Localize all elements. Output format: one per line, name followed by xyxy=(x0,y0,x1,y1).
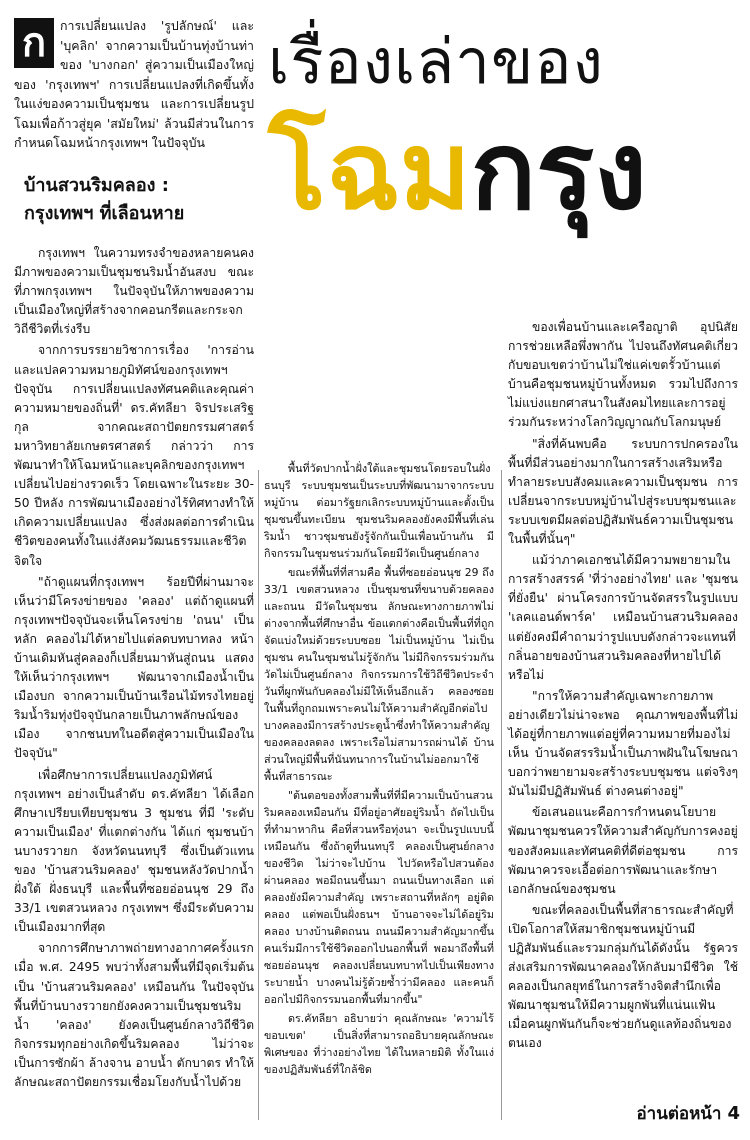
article-title-line-2 xyxy=(268,109,738,234)
body-paragraph: แม้ว่าภาคเอกชนได้มีความพยายามในการสร้างสรรค์ 'ที่ว่างอย่างไทย' และ 'ชุมชนที่ยั่งยืน' ผ่านโครงการบ้านจัดสรรในรูปแบบ 'เลคแอนด์พาร์ค' เหมือนบ้านสวนริมคลอง แต่ยังคงมีคำถามว่ารูปแบบดังกล่าวจะแทนที่กลิ่นอายของบ้านสวนริมคลองที่หายไปได้หรือไม่ xyxy=(508,553,738,682)
body-paragraph: "ต้นตอของทั้งสามพื้นที่ที่มีความเป็นบ้านสวนริมคลองเหมือนกัน มีที่อยู่อาศัยอยู่ริมน้ำ ถัดไปเป็นที่ทำมาหากิน คือที่สวนหรือทุ่งนา จะเป็นรูปแบบนี้เหมือนกัน ซึ่งถ้าดูที่นนทบุรี คลองเป็นศูนย์กลางของชีวิต ไม่ว่าจะไปบ้าน ไปวัดหรือไปสวนต้องผ่านคลอง พอมีถนนขึ้นมา ถนนเป็นทางเลือก แต่คลองยังมีความสำคัญ เพราะสถานที่หลักๆ อยู่ติดคลอง แต่พอเป็นฝั่งธนฯ บ้านอาจจะไม่ได้อยู่ริมคลอง บางบ้านติดถนน ถนนมีความสำคัญมากขึ้น คนเริ่มมีการใช้ชีวิตออกไปนอกพื้นที่ พอมาถึงพื้นที่ซอยอ่อนนุช คลองเปลี่ยนบทบาทไปเป็นเพียงทางระบายน้ำ บางคนไม่รู้ด้วยซ้ำว่ามีคลอง และคนก็ออกไปมีกิจกรรมนอกพื้นที่มากขึ้น" xyxy=(264,789,494,1006)
intro-text: การเปลี่ยนแปลง 'รูปลักษณ์' และ 'บุคลิก' จากความเป็นบ้านทุ่งบ้านท่าของ 'บางกอก' สู่ความเป็นเมืองใหญ่ของ 'กรุงเทพฯ' การเปลี่ยนแปลงที่เกิดขึ้นทั้งในแง่ของความเป็นชุมชน และการเปลี่ยนรูปโฉมเพื่อก้าวสู่ยุค 'สมัยใหม่' ล้วนมีส่วนในการกำหนดโฉมหน้ากรุงเทพฯ ในปัจจุบัน xyxy=(14,18,254,150)
continue-label: อ่านต่อหน้า xyxy=(636,1104,722,1124)
body-column-2 xyxy=(264,460,494,1080)
body-paragraph: จากการบรรยายวิชาการเรื่อง 'การอ่านและแปลความหมายภูมิทัศน์ของกรุงเทพฯ ปัจจุบัน การเปลี่ยนแปลงทัศนคติและคุณค่าความหมายของถิ่นที่' ดร.คัทลียา จิรประเสริฐกุล จากคณะสถาปัตยกรรมศาสตร์ มหาวิทยาลัยเกษตรศาสตร์ กล่าวว่า การพัฒนาทำให้โฉมหน้าและบุคลิกของกรุงเทพฯ เปลี่ยนไปอย่างรวดเร็ว โดยเฉพาะในระยะ 30-50 ปีหลัง การพัฒนาเมืองอย่างไร้ทิศทางทำให้เกิดความเปลี่ยนแปลง ซึ่งส่งผลต่อการดำเนินชีวิตของคนทั้งในแง่สังคมวัฒนธรรมและชีวิตจิตใจ xyxy=(14,343,254,568)
body-paragraph: ของเพื่อนบ้านและเครือญาติ อุปนิสัยการช่วยเหลือพึ่งพากัน ไปจนถึงทัศนคติเกี่ยวกับขอบเขตว่าบ้านไม่ใช่แค่เขตรั้วบ้านแต่บ้านคือชุมชนหมู่บ้านทั้งหมด รวมไปถึงการไม่แบ่งแยกศาสนาในสังคมไทยและการอยู่ร่วมกันระหว่างโลกวิญญาณกับโลกมนุษย์ xyxy=(508,320,738,430)
body-paragraph: กรุงเทพฯ ในความทรงจำของหลายคนคงมีภาพของความเป็นชุมชนริมน้ำอันสงบ ขณะที่ภาพกรุงเทพฯ ในปัจจุบันให้ภาพของความเป็นเมืองใหญ่ที่สร้างจากคอนกรีตและกระจกวิถีชีวิตที่เร่งรีบ xyxy=(14,246,254,337)
body-paragraph: "การให้ความสำคัญเฉพาะกายภาพอย่างเดียวไม่น่าจะพอ คุณภาพของพื้นที่ไม่ได้อยู่ที่กายภาพแต่อยู่ที่ความหมายที่มองไม่เห็น บ้านจัดสรรริมน้ำเป็นภาพฝันในโฆษณา บอกว่าพยายามจะสร้างระบบชุมชน แต่จริงๆ มันไม่มีปฏิสัมพันธ์ ต่างคนต่างอยู่" xyxy=(508,688,738,799)
body-paragraph: ข้อเสนอแนะคือการกำหนดนโยบายพัฒนาชุมชนควรให้ความสำคัญกับการคงอยู่ของสังคมและทัศนคติที่ดีต่อชุมชน การพัฒนาควรจะเอื้อต่อการพัฒนาและรักษาเอกลักษณ์ของชุมชน xyxy=(508,805,738,896)
body-column-3 xyxy=(508,318,738,1056)
title-dark-word: กรุง xyxy=(470,109,647,234)
column-divider xyxy=(501,470,502,1120)
body-paragraph: ขณะที่พื้นที่ที่สามคือ พื้นที่ซอยอ่อนนุช 29 ถึง 33/1 เขตสวนหลวง เป็นชุมชนที่ขนาบด้วยคลองและถนน มีวัดในชุมชน ลักษณะทางกายภาพไม่ต่างจากพื้นที่ศึกษาอื่น ข้อแตกต่างคือเป็นพื้นที่ที่ถูกจัดแบ่งใหม่ด้วยระบบซอย ไม่เป็นหมู่บ้าน ไม่เป็นชุมชน คนในชุมชนไม่รู้จักกัน ไม่มีกิจกรรมร่วมกัน วัดไม่เป็นศูนย์กลาง กิจกรรมการใช้วิถีชีวิตประจำวันที่ผูกพันกับคลองไม่มีให้เห็นอีกแล้ว คลองซอยในพื้นที่ถูกถมเพราะคนไม่ให้ความสำคัญอีกต่อไป บางคลองมีการสร้างประตูน้ำซึ่งทำให้ความสำคัญของคลองลดลง เพราะเรือไม่สามารถผ่านได้ บ้านส่วนใหญ่มีพื้นที่นันทนาการในบ้านไม่ออกมาใช้พื้นที่สาธารณะ xyxy=(264,566,494,783)
article-title-line-1: เรื่องเล่าของ xyxy=(268,25,604,98)
body-paragraph: จากการศึกษาภาพถ่ายทางอากาศครั้งแรกเมื่อ พ.ศ. 2495 พบว่าทั้งสามพื้นที่มีจุดเริ่มต้นเป็น 'บ้านสวนริมคลอง' เหมือนกัน ในปัจจุบันพื้นที่บ้านบางรวายกยังคงความเป็นชุมชนริมน้ำ 'คลอง' ยังคงเป็นศูนย์กลางวิถีชีวิต กิจกรรมทุกอย่างเกิดขึ้นริมคลอง ไม่ว่าจะเป็นการซักผ้า ล้างจาน อาบน้ำ ตักบาตร ทำให้ลักษณะสถาปัตยกรรมเชื่อมโยงกับน้ำไปด้วย xyxy=(14,941,254,1090)
subheading-line-1: บ้านสวนริมคลอง : xyxy=(24,175,169,196)
subheading-line-2: กรุงเทพฯ ที่เลือนหาย xyxy=(24,203,185,224)
continued-on-page xyxy=(560,1102,740,1126)
column-divider xyxy=(258,470,259,1120)
body-paragraph: "ถ้าดูแผนที่กรุงเทพฯ ร้อยปีที่ผ่านมาจะเห็นว่ามีโครงข่ายของ 'คลอง' แต่ถ้าดูแผนที่กรุงเทพฯปัจจุบันจะเห็นโครงข่าย 'ถนน' เป็นหลัก คลองไม่ได้หายไปแต่ลดบทบาทลง หน้าบ้านเดิมหันสู่คลองก็เปลี่ยนมาหันสู่ถนน แสดงให้เห็นว่ากรุงเทพฯ พัฒนาจากเมืองน้ำเป็นเมืองบก จากความเป็นบ้านเรือนไม้ทรงไทยอยู่ริมน้ำริมทุ่งปัจจุบันกลายเป็นภาพลักษณ์ของเมือง จากชนบทในอดีตสู่ความเป็นเมืองในปัจจุบัน" xyxy=(14,574,254,761)
section-subheading xyxy=(24,172,254,228)
intro-paragraph xyxy=(14,16,254,153)
page-number: 4 xyxy=(727,1103,740,1124)
body-paragraph: ดร.คัทลียา อธิบายว่า คุณลักษณะ 'ความไร้ขอบเขต' เป็นสิ่งที่สามารถอธิบายคุณลักษณะพิเศษของ ที่ว่างอย่างไทย ได้ในหลายมิติ ทั้งในแง่ของปฏิสัมพันธ์ที่ใกล้ชิด xyxy=(264,1012,494,1076)
body-paragraph: พื้นที่วัดปากน้ำฝั่งใต้และชุมชนโดยรอบในฝั่งธนบุรี ระบบชุมชนเป็นระบบที่พัฒนามาจากระบบหมู่บ้าน ต่อมารัฐยกเลิกระบบหมู่บ้านและตั้งเป็นชุมชนขึ้นทะเบียน ชุมชนริมคลองยังคงมีพื้นที่เล่นริมน้ำ ชาวชุมชนยังรู้จักกันเป็นเพื่อนบ้านกัน มีกิจกรรมในชุมชนร่วมกันโดยมีวัดเป็นศูนย์กลาง xyxy=(264,462,494,560)
title-highlight-word: โฉม xyxy=(268,109,471,234)
body-paragraph: ขณะที่คลองเป็นพื้นที่สาธารณะสำคัญที่เปิดโอกาสให้สมาชิกชุมชนหมู่บ้านมีปฏิสัมพันธ์และรวมกลุ่มกันได้ดังนั้น รัฐควรส่งเสริมการพัฒนาคลองให้กลับมามีชีวิต ใช้คลองเป็นกลยุทธ์ในการสร้างจิตสำนึกเพื่อพัฒนาชุมชนให้มีความผูกพันที่แน่นแฟ้น เมื่อคนผูกพันกันก็จะช่วยกันดูแลท้องถิ่นของตนเอง xyxy=(508,902,738,1051)
body-column-1 xyxy=(14,244,254,1094)
body-paragraph: เพื่อศึกษาการเปลี่ยนแปลงภูมิทัศน์กรุงเทพฯ อย่างเป็นลำดับ ดร.คัทลียา ได้เลือกศึกษาเปรียบเทียบชุมชน 3 ชุมชน ที่มี 'ระดับความเป็นเมือง' ที่แตกต่างกัน ได้แก่ ชุมชนบ้านบางรวายก จังหวัดนนทบุรี ซึ่งเป็นตัวแทนของ 'บ้านสวนริมคลอง' ชุมชนหลังวัดปากน้ำฝั่งใต้ ฝั่งธนบุรี และพื้นที่ซอยอ่อนนุช 29 ถึง 33/1 เขตสวนหลวง กรุงเทพฯ ซึ่งมีระดับความเป็นเมืองมากที่สุด xyxy=(14,767,254,935)
body-paragraph: "สิ่งที่ค้นพบคือ ระบบการปกครองในพื้นที่มีส่วนอย่างมากในการสร้างเสริมหรือทำลายระบบสังคมและความเป็นชุมชน การเปลี่ยนจากระบบหมู่บ้านไปสู่ระบบชุมชนและระบบเขตมีผลต่อปฏิสัมพันธ์ความเป็นชุมชนในพื้นที่นั้นๆ" xyxy=(508,436,738,547)
drop-cap: ก xyxy=(14,18,54,68)
